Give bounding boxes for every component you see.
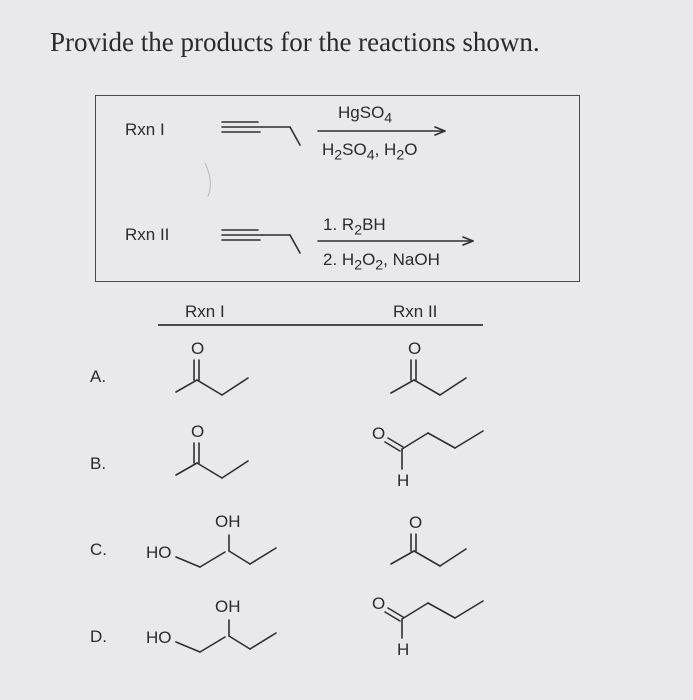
choice-a-rxn2-structure xyxy=(391,360,466,395)
rxn1-reagent-bottom: $H_2SO_4$, $H_2O$ xyxy=(322,140,418,164)
choice-a-rxn2-oxygen: O xyxy=(408,339,422,358)
choice-b-rxn2-hydrogen: H xyxy=(397,471,410,490)
rxn2-label: Rxn II xyxy=(125,225,170,244)
table-header-rxn2: Rxn II xyxy=(393,302,438,321)
choice-a-rxn1-oxygen: O xyxy=(191,339,205,358)
choice-b-rxn2-structure xyxy=(385,431,483,469)
choice-b-rxn2-oxygen: O xyxy=(372,424,386,443)
choice-d-rxn1-ho: HO xyxy=(146,628,172,647)
pencil-mark xyxy=(205,163,210,196)
choice-d-rxn1-oh: OH xyxy=(215,597,241,616)
rxn2-reagent-bottom: 2. $H_2O_2$, NaOH xyxy=(323,250,440,274)
choice-c-rxn1-structure xyxy=(176,535,276,567)
rxn1-label: Rxn I xyxy=(125,120,165,139)
question-title: Provide the products for the reactions shown. xyxy=(50,27,540,57)
choice-c-letter[interactable]: C. xyxy=(90,540,107,559)
table-header-rxn1: Rxn I xyxy=(185,302,225,321)
choice-d-rxn2-structure xyxy=(385,601,483,638)
choice-a-letter[interactable]: A. xyxy=(90,367,107,386)
choice-d-rxn2-oxygen: O xyxy=(372,594,386,613)
rxn2-alkyne-structure xyxy=(222,230,300,253)
choice-d-rxn2-hydrogen: H xyxy=(397,640,410,659)
choice-c-rxn2-oxygen: O xyxy=(409,513,423,532)
choice-d-letter[interactable]: D. xyxy=(90,627,107,646)
rxn2-reagent-top: 1. $R_2BH$ xyxy=(323,215,386,239)
rxn1-alkyne-structure xyxy=(222,122,300,145)
rxn1-arrow xyxy=(318,127,445,135)
choice-a-rxn1-structure xyxy=(176,360,248,395)
choice-d-rxn1-structure xyxy=(176,620,276,652)
choice-c-rxn1-oh: OH xyxy=(215,512,241,531)
choice-c-rxn2-structure xyxy=(391,534,466,566)
rxn1-reagent-top: HgSO$_4$ xyxy=(338,103,393,127)
choice-c-rxn1-ho: HO xyxy=(146,543,172,562)
choice-b-letter[interactable]: B. xyxy=(90,454,107,473)
choice-b-rxn1-oxygen: O xyxy=(191,422,205,441)
choice-b-rxn1-structure xyxy=(176,443,248,478)
rxn2-arrow xyxy=(318,237,473,245)
